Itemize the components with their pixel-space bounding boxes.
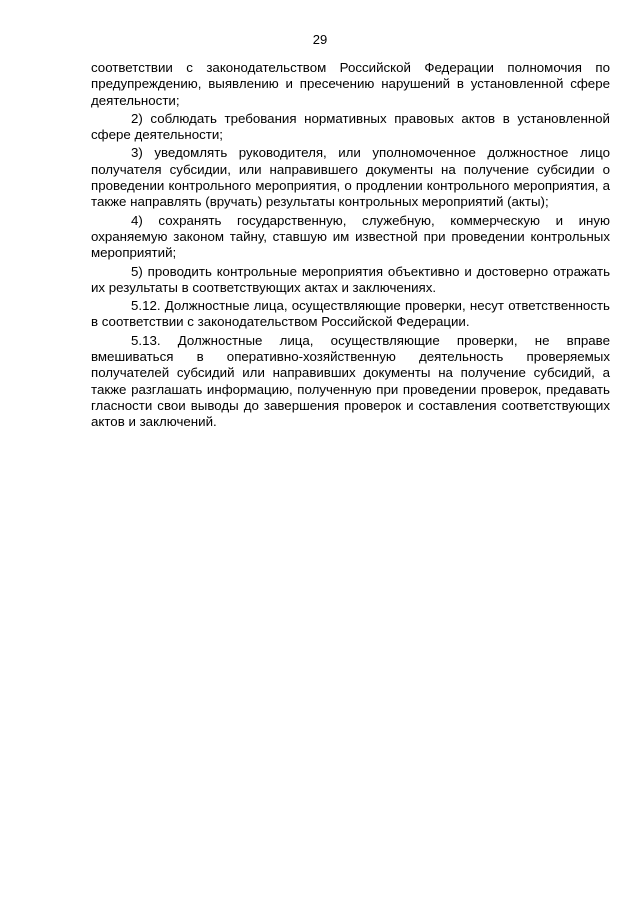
paragraph-item-5: 5) проводить контрольные мероприятия объективно и достоверно отражать их результаты в соответствующих актах и заключениях. <box>91 263 610 295</box>
paragraph-continuation: соответствии с законодательством Российской Федерации полномочия по предупреждению, выявлению и пресечению нарушений в установленной сфере деятельности; <box>91 60 610 108</box>
paragraph-item-2: 2) соблюдать требования нормативных правовых актов в установленной сфере деятельности; <box>91 110 610 143</box>
paragraph-5-12: 5.12. Должностные лица, осуществляющие проверки, несут ответственность в соответствии с законодательством Российской Федерации. <box>91 298 610 330</box>
paragraph-item-3: 3) уведомлять руководителя, или уполномоченное должностное лицо получателя субсидии, или направившего документы на получение субсидии о проведении контрольного мероприятия, о продлении контрольного мероприятия, а также направлять (вручать) результаты контрольных мероприятий (акты); <box>91 145 610 210</box>
page-number: 29 <box>312 32 328 47</box>
document-body <box>91 60 610 433</box>
paragraph-item-4: 4) сохранять государственную, служебную, коммерческую и иную охраняемую законом тайну, ставшую им известной при проведении контрольных мероприятий; <box>91 212 610 261</box>
paragraph-5-13: 5.13. Должностные лица, осуществляющие проверки, не вправе вмешиваться в оперативно-хозяйственную деятельность проверяемых получателей субсидий или направивших документы на получение субсидий, а также разглашать информацию, полученную при проведении проверок, предавать гласности свои выводы до завершения проверок и составления соответствующих актов и заключений. <box>91 332 610 430</box>
